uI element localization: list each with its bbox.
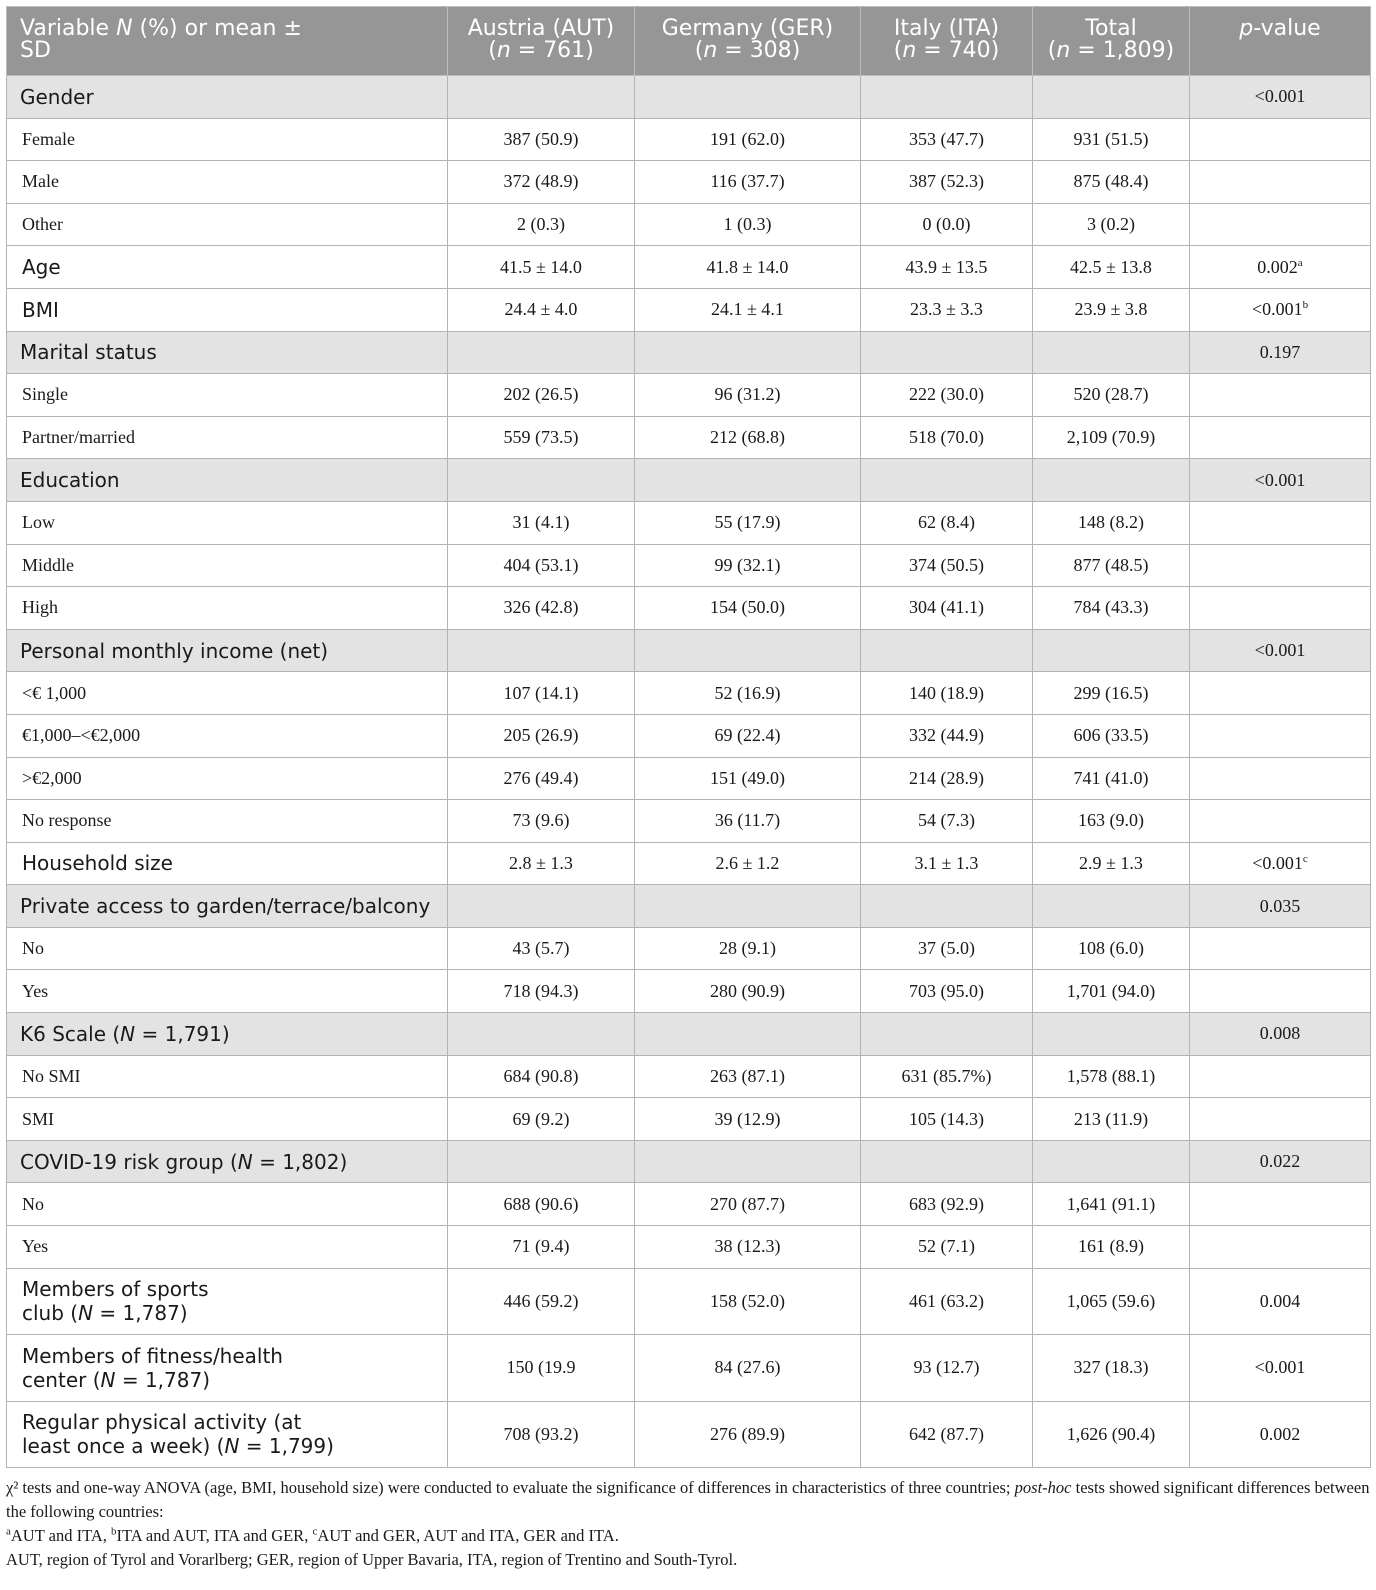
- cell-ger: 55 (17.9): [635, 501, 861, 544]
- cell-ger: 96 (31.2): [635, 374, 861, 417]
- cell-ger: 99 (32.1): [635, 544, 861, 587]
- cell-ger: 69 (22.4): [635, 714, 861, 757]
- table-group-row: [7, 459, 1371, 502]
- cell-ita: 683 (92.9): [861, 1183, 1033, 1226]
- cell-total: 213 (11.9): [1033, 1098, 1190, 1141]
- cell-ger: 263 (87.1): [635, 1055, 861, 1098]
- cell-p-value: 0.002$^a$: [1190, 246, 1371, 289]
- characteristics-table: [6, 6, 1371, 1468]
- cell-ita: 62 (8.4): [861, 501, 1033, 544]
- table-row: [7, 203, 1371, 246]
- cell-total: 520 (28.7): [1033, 374, 1190, 417]
- cell-total: [1033, 629, 1190, 672]
- cell-ger: 151 (49.0): [635, 757, 861, 800]
- cell-total: 42.5 ± 13.8: [1033, 246, 1190, 289]
- row-label: Middle: [7, 544, 448, 587]
- cell-total: [1033, 459, 1190, 502]
- cell-aut: 326 (42.8): [448, 587, 635, 630]
- header-italy: Italy (ITA) (n = 740): [861, 7, 1033, 76]
- cell-total: 148 (8.2): [1033, 501, 1190, 544]
- cell-aut: [448, 1140, 635, 1183]
- cell-p-value: [1190, 970, 1371, 1013]
- cell-total: [1033, 331, 1190, 374]
- cell-total: 877 (48.5): [1033, 544, 1190, 587]
- table-row: [7, 714, 1371, 757]
- cell-p-value: 0.197: [1190, 331, 1371, 374]
- cell-ita: 43.9 ± 13.5: [861, 246, 1033, 289]
- table-row: [7, 501, 1371, 544]
- table-group-row: [7, 629, 1371, 672]
- cell-aut: 387 (50.9): [448, 118, 635, 161]
- cell-aut: 708 (93.2): [448, 1401, 635, 1468]
- header-p-value: p-value: [1190, 7, 1371, 76]
- cell-ita: 23.3 ± 3.3: [861, 288, 1033, 331]
- cell-aut: 276 (49.4): [448, 757, 635, 800]
- table-group-row: [7, 1013, 1371, 1056]
- cell-aut: 446 (59.2): [448, 1268, 635, 1335]
- table-footnotes: [6, 1468, 1370, 1572]
- cell-total: 161 (8.9): [1033, 1226, 1190, 1269]
- cell-aut: 718 (94.3): [448, 970, 635, 1013]
- cell-ger: 2.6 ± 1.2: [635, 842, 861, 885]
- cell-ita: [861, 1140, 1033, 1183]
- cell-ger: [635, 459, 861, 502]
- cell-total: [1033, 76, 1190, 119]
- cell-aut: 202 (26.5): [448, 374, 635, 417]
- row-label: Yes: [7, 1226, 448, 1269]
- cell-p-value: <0.001: [1190, 1335, 1371, 1402]
- cell-ita: 631 (85.7%): [861, 1055, 1033, 1098]
- table-row: [7, 544, 1371, 587]
- cell-ger: 41.8 ± 14.0: [635, 246, 861, 289]
- cell-ger: [635, 76, 861, 119]
- cell-aut: [448, 459, 635, 502]
- cell-p-value: 0.002: [1190, 1401, 1371, 1468]
- cell-total: 1,578 (88.1): [1033, 1055, 1190, 1098]
- cell-ita: 353 (47.7): [861, 118, 1033, 161]
- table-row: [7, 672, 1371, 715]
- cell-p-value: [1190, 1055, 1371, 1098]
- cell-p-value: [1190, 714, 1371, 757]
- cell-total: 2.9 ± 1.3: [1033, 842, 1190, 885]
- table-header: [7, 7, 1371, 76]
- table-row: [7, 927, 1371, 970]
- table-row: [7, 800, 1371, 843]
- cell-ger: 1 (0.3): [635, 203, 861, 246]
- cell-ita: 703 (95.0): [861, 970, 1033, 1013]
- row-label: No: [7, 1183, 448, 1226]
- row-label: No SMI: [7, 1055, 448, 1098]
- cell-total: 1,065 (59.6): [1033, 1268, 1190, 1335]
- cell-total: 108 (6.0): [1033, 927, 1190, 970]
- cell-total: 2,109 (70.9): [1033, 416, 1190, 459]
- cell-total: 299 (16.5): [1033, 672, 1190, 715]
- cell-p-value: 0.004: [1190, 1268, 1371, 1335]
- cell-ita: [861, 331, 1033, 374]
- table-row: [7, 416, 1371, 459]
- cell-p-value: [1190, 416, 1371, 459]
- cell-total: 1,626 (90.4): [1033, 1401, 1190, 1468]
- cell-p-value: <0.001$^b$: [1190, 288, 1371, 331]
- cell-ger: 39 (12.9): [635, 1098, 861, 1141]
- row-label: Regular physical activity (at least once a week) (N = 1,799): [7, 1401, 448, 1468]
- cell-ita: 518 (70.0): [861, 416, 1033, 459]
- cell-ger: 28 (9.1): [635, 927, 861, 970]
- cell-ita: 3.1 ± 1.3: [861, 842, 1033, 885]
- table-group-row: [7, 885, 1371, 928]
- table-row: [7, 1401, 1371, 1468]
- header-austria: Austria (AUT) (n = 761): [448, 7, 635, 76]
- row-label: Marital status: [7, 331, 448, 374]
- cell-aut: 71 (9.4): [448, 1226, 635, 1269]
- cell-ger: 38 (12.3): [635, 1226, 861, 1269]
- cell-ger: 276 (89.9): [635, 1401, 861, 1468]
- table-row: [7, 1183, 1371, 1226]
- row-label: K6 Scale (N = 1,791): [7, 1013, 448, 1056]
- row-label: SMI: [7, 1098, 448, 1141]
- cell-ita: [861, 885, 1033, 928]
- cell-total: 327 (18.3): [1033, 1335, 1190, 1402]
- cell-ger: 212 (68.8): [635, 416, 861, 459]
- cell-p-value: [1190, 587, 1371, 630]
- cell-aut: [448, 885, 635, 928]
- cell-aut: [448, 1013, 635, 1056]
- cell-total: 875 (48.4): [1033, 161, 1190, 204]
- table-row: [7, 1098, 1371, 1141]
- table-row: [7, 1335, 1371, 1402]
- row-label: Age: [7, 246, 448, 289]
- cell-ita: 52 (7.1): [861, 1226, 1033, 1269]
- cell-total: [1033, 1013, 1190, 1056]
- cell-p-value: <0.001$^c$: [1190, 842, 1371, 885]
- cell-ger: 84 (27.6): [635, 1335, 861, 1402]
- cell-aut: 31 (4.1): [448, 501, 635, 544]
- cell-p-value: [1190, 757, 1371, 800]
- table-container: [6, 6, 1370, 1572]
- cell-total: 163 (9.0): [1033, 800, 1190, 843]
- cell-p-value: [1190, 544, 1371, 587]
- row-label: COVID-19 risk group (N = 1,802): [7, 1140, 448, 1183]
- cell-p-value: [1190, 203, 1371, 246]
- cell-total: 1,701 (94.0): [1033, 970, 1190, 1013]
- row-label: Yes: [7, 970, 448, 1013]
- cell-aut: 43 (5.7): [448, 927, 635, 970]
- table-row: [7, 757, 1371, 800]
- cell-ita: [861, 459, 1033, 502]
- row-label: Single: [7, 374, 448, 417]
- cell-ger: 280 (90.9): [635, 970, 861, 1013]
- cell-aut: [448, 76, 635, 119]
- cell-p-value: 0.035: [1190, 885, 1371, 928]
- row-label: >€2,000: [7, 757, 448, 800]
- table-row: [7, 970, 1371, 1013]
- cell-ger: [635, 1140, 861, 1183]
- cell-ita: 0 (0.0): [861, 203, 1033, 246]
- cell-p-value: [1190, 118, 1371, 161]
- cell-ger: 270 (87.7): [635, 1183, 861, 1226]
- row-label: <€ 1,000: [7, 672, 448, 715]
- cell-total: 1,641 (91.1): [1033, 1183, 1190, 1226]
- cell-ita: 214 (28.9): [861, 757, 1033, 800]
- row-label: Gender: [7, 76, 448, 119]
- footnote-regions: AUT, region of Tyrol and Vorarlberg; GER, region of Upper Bavaria, ITA, region of Trentino and South-Tyrol.: [6, 1550, 738, 1570]
- cell-ita: 105 (14.3): [861, 1098, 1033, 1141]
- cell-ger: [635, 885, 861, 928]
- row-label: €1,000–<€2,000: [7, 714, 448, 757]
- header-germany: Germany (GER) (n = 308): [635, 7, 861, 76]
- row-label: Private access to garden/terrace/balcony: [7, 885, 448, 928]
- cell-p-value: <0.001: [1190, 76, 1371, 119]
- cell-p-value: <0.001: [1190, 459, 1371, 502]
- table-row: [7, 246, 1371, 289]
- row-label: No response: [7, 800, 448, 843]
- cell-ita: 140 (18.9): [861, 672, 1033, 715]
- table-row: [7, 161, 1371, 204]
- cell-ita: 222 (30.0): [861, 374, 1033, 417]
- cell-p-value: [1190, 1226, 1371, 1269]
- table-body: [7, 76, 1371, 1468]
- cell-p-value: [1190, 1183, 1371, 1226]
- row-label: BMI: [7, 288, 448, 331]
- cell-aut: 2 (0.3): [448, 203, 635, 246]
- cell-aut: [448, 331, 635, 374]
- cell-total: 23.9 ± 3.8: [1033, 288, 1190, 331]
- cell-ger: [635, 331, 861, 374]
- footnote-posthoc: $^a$AUT and ITA, $^b$ITA and AUT, ITA and GER, $^c$AUT and GER, AUT and ITA, GER and ITA.: [6, 1525, 619, 1546]
- cell-ger: 154 (50.0): [635, 587, 861, 630]
- cell-aut: 73 (9.6): [448, 800, 635, 843]
- cell-ita: [861, 1013, 1033, 1056]
- cell-ita: 54 (7.3): [861, 800, 1033, 843]
- cell-aut: 2.8 ± 1.3: [448, 842, 635, 885]
- table-row: [7, 842, 1371, 885]
- cell-ita: [861, 629, 1033, 672]
- cell-ita: 387 (52.3): [861, 161, 1033, 204]
- cell-p-value: [1190, 927, 1371, 970]
- cell-ita: 37 (5.0): [861, 927, 1033, 970]
- footnote-methods: χ² tests and one-way ANOVA (age, BMI, household size) were conducted to evaluate the significance of differences in characteristics of three countries; post-hoc tests showed significant differences between the following countries:: [6, 1478, 1370, 1522]
- row-label: Other: [7, 203, 448, 246]
- cell-ita: 461 (63.2): [861, 1268, 1033, 1335]
- table-group-row: [7, 1140, 1371, 1183]
- header-variable: Variable N (%) or mean ± SD: [7, 7, 448, 76]
- cell-ita: 332 (44.9): [861, 714, 1033, 757]
- cell-ger: 158 (52.0): [635, 1268, 861, 1335]
- cell-aut: 107 (14.1): [448, 672, 635, 715]
- cell-ger: 52 (16.9): [635, 672, 861, 715]
- cell-p-value: [1190, 161, 1371, 204]
- cell-total: 606 (33.5): [1033, 714, 1190, 757]
- row-label: Members of sports club (N = 1,787): [7, 1268, 448, 1335]
- cell-aut: 404 (53.1): [448, 544, 635, 587]
- cell-total: 741 (41.0): [1033, 757, 1190, 800]
- cell-aut: 688 (90.6): [448, 1183, 635, 1226]
- table-row: [7, 374, 1371, 417]
- cell-ger: 36 (11.7): [635, 800, 861, 843]
- cell-p-value: [1190, 672, 1371, 715]
- row-label: Male: [7, 161, 448, 204]
- row-label: Education: [7, 459, 448, 502]
- cell-p-value: <0.001: [1190, 629, 1371, 672]
- cell-aut: 684 (90.8): [448, 1055, 635, 1098]
- cell-p-value: 0.008: [1190, 1013, 1371, 1056]
- cell-ita: [861, 76, 1033, 119]
- cell-p-value: [1190, 501, 1371, 544]
- cell-aut: 372 (48.9): [448, 161, 635, 204]
- row-label: Female: [7, 118, 448, 161]
- row-label: No: [7, 927, 448, 970]
- cell-p-value: 0.022: [1190, 1140, 1371, 1183]
- row-label: Personal monthly income (net): [7, 629, 448, 672]
- cell-ger: 191 (62.0): [635, 118, 861, 161]
- cell-aut: 559 (73.5): [448, 416, 635, 459]
- table-row: [7, 288, 1371, 331]
- row-label: Members of fitness/health center (N = 1,787): [7, 1335, 448, 1402]
- cell-ger: 24.1 ± 4.1: [635, 288, 861, 331]
- table-group-row: [7, 76, 1371, 119]
- table-group-row: [7, 331, 1371, 374]
- cell-p-value: [1190, 374, 1371, 417]
- row-label: Low: [7, 501, 448, 544]
- cell-ita: 304 (41.1): [861, 587, 1033, 630]
- cell-total: [1033, 1140, 1190, 1183]
- cell-ita: 374 (50.5): [861, 544, 1033, 587]
- cell-total: [1033, 885, 1190, 928]
- table-row: [7, 1226, 1371, 1269]
- cell-aut: [448, 629, 635, 672]
- row-label: Partner/married: [7, 416, 448, 459]
- cell-ger: [635, 629, 861, 672]
- cell-p-value: [1190, 1098, 1371, 1141]
- table-row: [7, 1268, 1371, 1335]
- cell-aut: 41.5 ± 14.0: [448, 246, 635, 289]
- cell-ita: 93 (12.7): [861, 1335, 1033, 1402]
- row-label: Household size: [7, 842, 448, 885]
- row-label: High: [7, 587, 448, 630]
- cell-p-value: [1190, 800, 1371, 843]
- cell-total: 784 (43.3): [1033, 587, 1190, 630]
- cell-ger: 116 (37.7): [635, 161, 861, 204]
- cell-aut: 150 (19.9: [448, 1335, 635, 1402]
- cell-aut: 24.4 ± 4.0: [448, 288, 635, 331]
- cell-total: 3 (0.2): [1033, 203, 1190, 246]
- cell-total: 931 (51.5): [1033, 118, 1190, 161]
- table-row: [7, 118, 1371, 161]
- cell-aut: 205 (26.9): [448, 714, 635, 757]
- cell-aut: 69 (9.2): [448, 1098, 635, 1141]
- table-row: [7, 587, 1371, 630]
- header-total: Total (n = 1,809): [1033, 7, 1190, 76]
- cell-ita: 642 (87.7): [861, 1401, 1033, 1468]
- table-row: [7, 1055, 1371, 1098]
- cell-ger: [635, 1013, 861, 1056]
